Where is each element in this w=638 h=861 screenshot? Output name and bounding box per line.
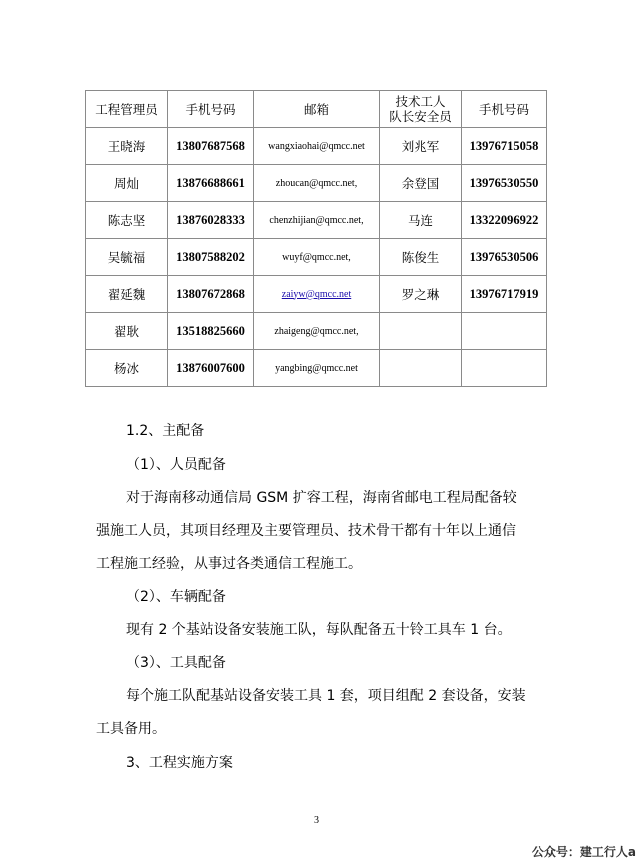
worker-phone: 13976530506 [462, 239, 547, 276]
worker-name-empty [380, 313, 462, 350]
table-row [86, 202, 547, 239]
worker-name: 罗之琳 [380, 276, 462, 313]
manager-name: 周灿 [86, 165, 168, 202]
manager-phone: 13807588202 [168, 239, 254, 276]
table-row [86, 128, 547, 165]
manager-phone: 13876028333 [168, 202, 254, 239]
worker-name: 余登国 [380, 165, 462, 202]
manager-name: 翟耿 [86, 313, 168, 350]
worker-name: 刘兆军 [380, 128, 462, 165]
subheading-vehicles: （2）、车辆配备 [126, 589, 226, 605]
manager-email: zhoucan@qmcc.net, [254, 165, 380, 202]
header-team-leader: 技术工人 队长安全员 [380, 91, 462, 128]
manager-email: chenzhijian@qmcc.net, [254, 202, 380, 239]
worker-name: 陈俊生 [380, 239, 462, 276]
worker-phone-empty [462, 313, 547, 350]
manager-phone: 13518825660 [168, 313, 254, 350]
manager-name: 吴毓福 [86, 239, 168, 276]
worker-phone: 13976717919 [462, 276, 547, 313]
watermark-text: 公众号：建工行人a [531, 845, 636, 859]
paragraph-tools-line-1: 每个施工队配基站设备安装工具 1 套，项目组配 2 套设备，安装 [126, 688, 526, 704]
manager-phone: 13876007600 [168, 350, 254, 387]
subheading-tools: （3）、工具配备 [126, 655, 226, 671]
manager-phone: 13876688661 [168, 165, 254, 202]
manager-email: zhaigeng@qmcc.net, [254, 313, 380, 350]
section-heading-1-2: 1.2、主配备 [126, 423, 205, 439]
manager-phone: 13807687568 [168, 128, 254, 165]
manager-name: 王晓海 [86, 128, 168, 165]
manager-name: 陈志坚 [86, 202, 168, 239]
table-row [86, 313, 547, 350]
manager-phone: 13807672868 [168, 276, 254, 313]
worker-phone: 13976530550 [462, 165, 547, 202]
paragraph-personnel-line-3: 工程施工经验，从事过各类通信工程施工。 [96, 556, 362, 572]
manager-name: 翟延魏 [86, 276, 168, 313]
manager-email: wangxiaohai@qmcc.net [254, 128, 380, 165]
paragraph-vehicles: 现有 2 个基站设备安装施工队，每队配备五十铃工具车 1 台。 [126, 622, 512, 638]
worker-phone: 13976715058 [462, 128, 547, 165]
paragraph-personnel-line-1: 对于海南移动通信局 GSM 扩容工程，海南省邮电工程局配备较 [126, 490, 517, 506]
contact-table [85, 90, 547, 387]
header-manager: 工程管理员 [86, 91, 168, 128]
subheading-personnel: （1）、人员配备 [126, 457, 226, 473]
section-heading-3: 3、工程实施方案 [126, 755, 233, 771]
manager-email: wuyf@qmcc.net, [254, 239, 380, 276]
worker-phone-empty [462, 350, 547, 387]
table-row [86, 276, 547, 313]
worker-name-empty [380, 350, 462, 387]
table-row [86, 239, 547, 276]
worker-name: 马连 [380, 202, 462, 239]
manager-email-link[interactable]: zaiyw@qmcc.net [254, 276, 380, 313]
header-phone-2: 手机号码 [462, 91, 547, 128]
manager-name: 杨冰 [86, 350, 168, 387]
worker-phone: 13322096922 [462, 202, 547, 239]
manager-email: yangbing@qmcc.net [254, 350, 380, 387]
table-row [86, 350, 547, 387]
paragraph-personnel-line-2: 强施工人员，其项目经理及主要管理员、技术骨干都有十年以上通信 [96, 523, 516, 539]
table-header-row [86, 91, 547, 128]
table-row [86, 165, 547, 202]
paragraph-tools-line-2: 工具备用。 [96, 721, 166, 737]
header-phone: 手机号码 [168, 91, 254, 128]
header-email: 邮箱 [254, 91, 380, 128]
page-number: 3 [314, 815, 319, 826]
